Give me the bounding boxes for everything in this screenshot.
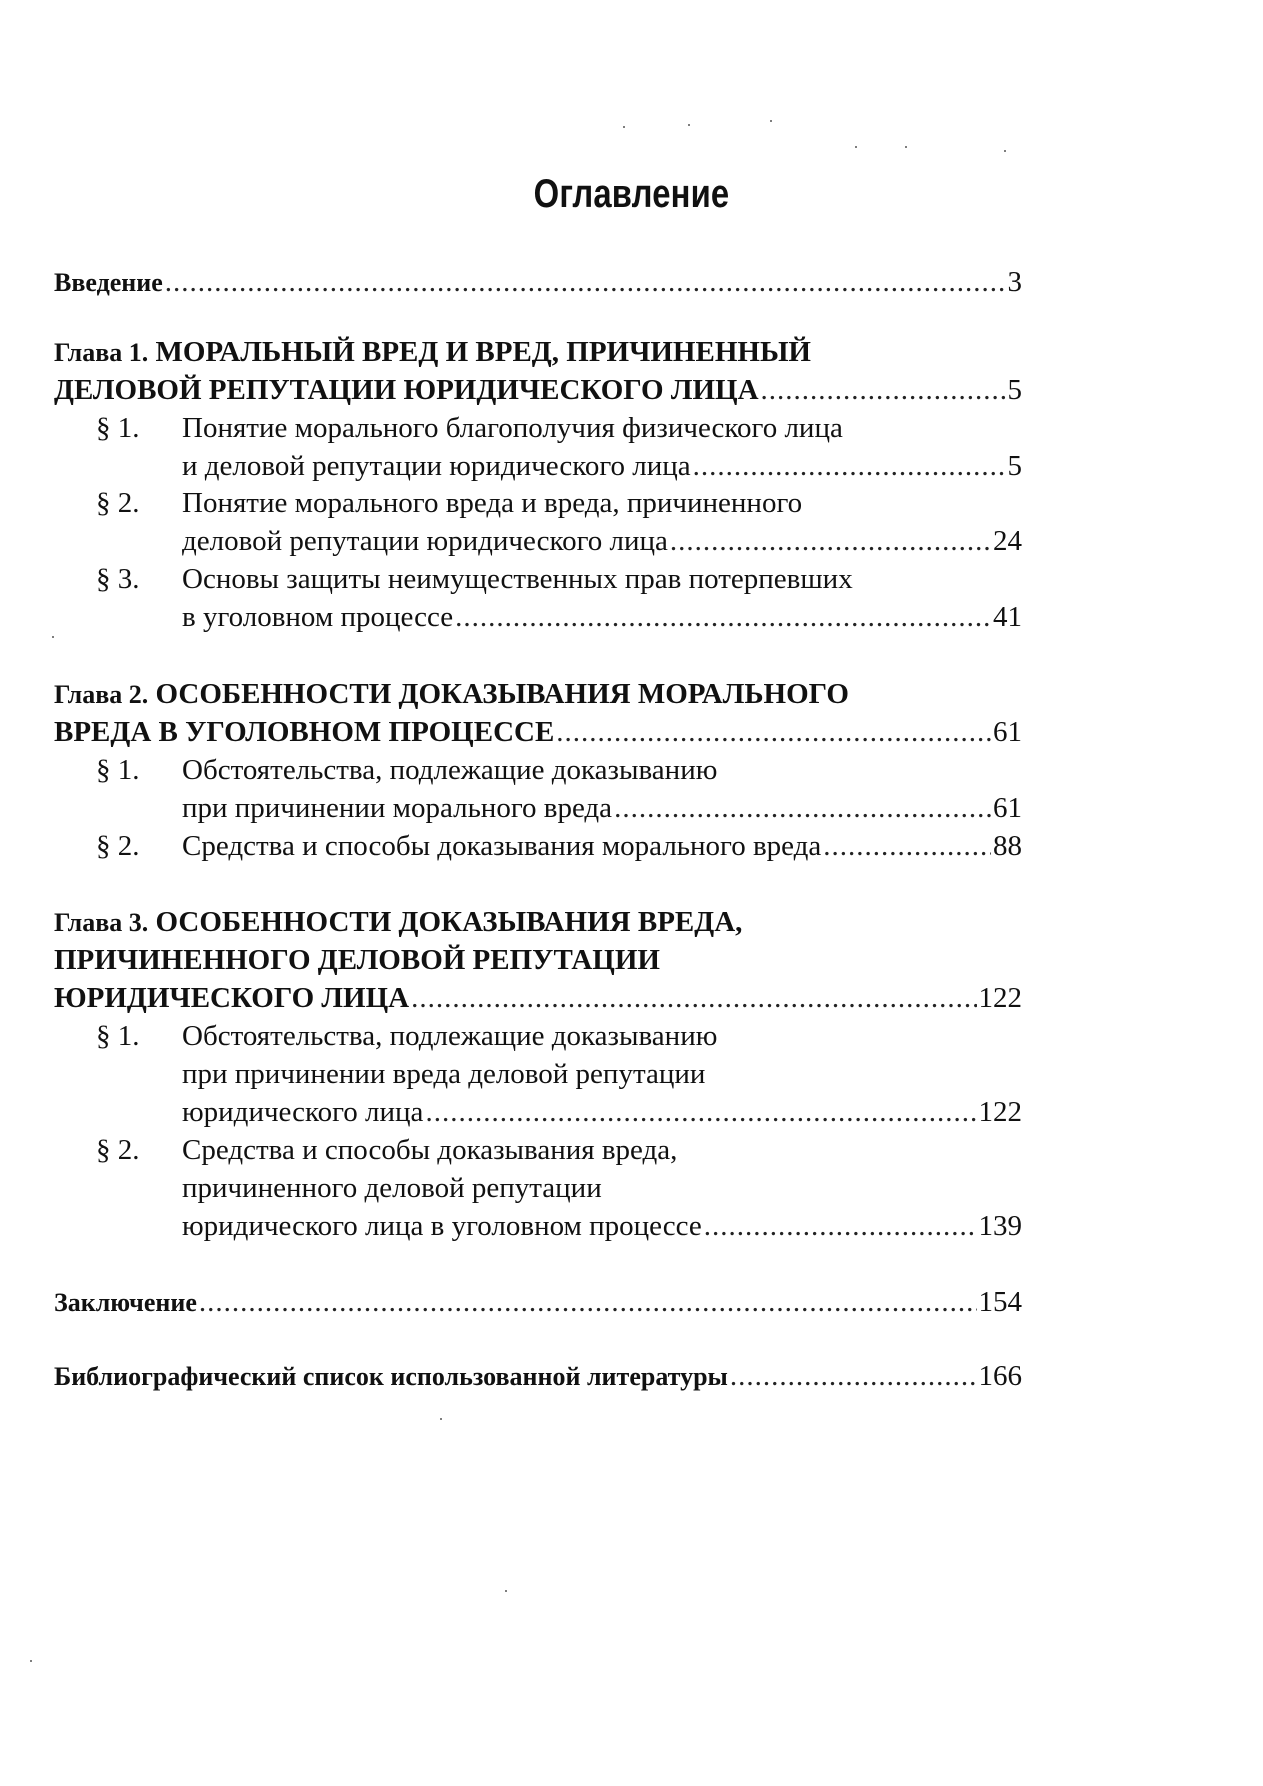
chapter-prefix: Глава 2. bbox=[54, 680, 149, 709]
dot-leader bbox=[199, 1284, 977, 1320]
page-title: Оглавление bbox=[533, 172, 730, 216]
toc-entry-section bbox=[182, 523, 1022, 559]
toc-page-number: 41 bbox=[993, 601, 1022, 633]
chapter-3-heading-line3 bbox=[54, 980, 1022, 1016]
speck bbox=[688, 124, 690, 126]
section-title: в уголовном процессе bbox=[182, 601, 454, 633]
speck bbox=[440, 1418, 442, 1420]
chapter-title: ЮРИДИЧЕСКОГО ЛИЦА bbox=[54, 982, 410, 1014]
speck bbox=[855, 146, 857, 148]
speck bbox=[623, 126, 625, 128]
toc-entry-conclusion bbox=[54, 1284, 1022, 1320]
chapter-title: МОРАЛЬНЫЙ ВРЕД И ВРЕД, ПРИЧИНЕННЫЙ bbox=[155, 336, 811, 368]
dot-leader bbox=[455, 599, 991, 635]
dot-leader bbox=[425, 1094, 976, 1130]
chapter-prefix: Глава 3. bbox=[54, 908, 149, 937]
toc-entry-bibliography bbox=[54, 1358, 1022, 1394]
toc-entry-label: Библиографический список использованной литературы bbox=[54, 1362, 728, 1391]
chapter-title: ОСОБЕННОСТИ ДОКАЗЫВАНИЯ МОРАЛЬНОГО bbox=[155, 678, 849, 710]
section-title: при причинении морального вреда bbox=[182, 792, 613, 824]
chapter-3-heading-line1 bbox=[54, 904, 1022, 940]
section-title: Основы защиты неимущественных прав потерпевших bbox=[182, 563, 853, 595]
chapter-prefix: Глава 1. bbox=[54, 338, 149, 367]
section-number: § 1. bbox=[96, 1020, 140, 1052]
toc-page-number: 5 bbox=[1007, 450, 1022, 482]
section-title: юридического лица bbox=[182, 1096, 424, 1128]
toc-entry-section bbox=[182, 599, 1022, 635]
chapter-3-heading-line2: ПРИЧИНЕННОГО ДЕЛОВОЙ РЕПУТАЦИИ bbox=[54, 944, 660, 976]
chapter-title: ВРЕДА В УГОЛОВНОМ ПРОЦЕССЕ bbox=[54, 716, 555, 748]
chapter-1-heading-line2 bbox=[54, 372, 1022, 408]
section-number: § 1. bbox=[96, 754, 140, 786]
toc-page-number: 122 bbox=[978, 982, 1022, 1014]
toc-entry-label: Введение bbox=[54, 268, 163, 297]
toc-entry-section bbox=[182, 1094, 1022, 1130]
speck bbox=[770, 120, 772, 122]
toc-entry-section bbox=[182, 1208, 1022, 1244]
toc-page-number: 61 bbox=[993, 716, 1022, 748]
section-number: § 2. bbox=[96, 487, 140, 519]
toc-page-number: 122 bbox=[978, 1096, 1022, 1128]
speck bbox=[30, 1660, 32, 1662]
dot-leader bbox=[670, 523, 991, 559]
dot-leader bbox=[730, 1358, 977, 1394]
toc-page-number: 3 bbox=[1007, 266, 1022, 298]
dot-leader bbox=[165, 264, 1006, 300]
section-title: при причинении вреда деловой репутации bbox=[182, 1058, 706, 1090]
toc-page-number: 154 bbox=[978, 1286, 1022, 1318]
section-title: Обстоятельства, подлежащие доказыванию bbox=[182, 754, 718, 786]
toc-entry-section bbox=[182, 448, 1022, 484]
dot-leader bbox=[704, 1208, 977, 1244]
section-title: Понятие морального благополучия физического лица bbox=[182, 412, 843, 444]
toc-page-number: 61 bbox=[993, 792, 1022, 824]
dot-leader bbox=[556, 714, 991, 750]
section-title: юридического лица в уголовном процессе bbox=[182, 1210, 702, 1242]
dot-leader bbox=[614, 790, 991, 826]
section-title: Средства и способы доказывания вреда, bbox=[182, 1134, 678, 1166]
dot-leader bbox=[761, 372, 1006, 408]
dot-leader bbox=[823, 828, 991, 864]
chapter-2-heading-line1 bbox=[54, 676, 1022, 712]
speck bbox=[52, 636, 54, 638]
chapter-1-heading-line1 bbox=[54, 334, 1022, 370]
section-title: и деловой репутации юридического лица bbox=[182, 450, 691, 482]
speck bbox=[505, 1590, 507, 1592]
chapter-title: ДЕЛОВОЙ РЕПУТАЦИИ ЮРИДИЧЕСКОГО ЛИЦА bbox=[54, 374, 759, 406]
section-title: деловой репутации юридического лица bbox=[182, 525, 668, 557]
speck bbox=[1004, 150, 1006, 152]
dot-leader bbox=[411, 980, 976, 1016]
toc-page-number: 166 bbox=[978, 1360, 1022, 1392]
toc-page-number: 139 bbox=[978, 1210, 1022, 1242]
section-title: причиненного деловой репутации bbox=[182, 1172, 602, 1204]
dot-leader bbox=[693, 448, 1006, 484]
toc-entry-section bbox=[182, 790, 1022, 826]
section-number: § 2. bbox=[96, 830, 140, 862]
toc-entry-label: Заключение bbox=[54, 1288, 197, 1317]
chapter-title: ОСОБЕННОСТИ ДОКАЗЫВАНИЯ ВРЕДА, bbox=[155, 906, 743, 938]
section-title: Понятие морального вреда и вреда, причиненного bbox=[182, 487, 803, 519]
section-title: Средства и способы доказывания морального вреда bbox=[182, 830, 822, 862]
section-title: Обстоятельства, подлежащие доказыванию bbox=[182, 1020, 718, 1052]
section-number: § 2. bbox=[96, 1134, 140, 1166]
section-number: § 3. bbox=[96, 563, 140, 595]
speck bbox=[905, 146, 907, 148]
section-number: § 1. bbox=[96, 412, 140, 444]
toc-page-number: 5 bbox=[1007, 374, 1022, 406]
toc-entry-section bbox=[182, 828, 1022, 864]
chapter-2-heading-line2 bbox=[54, 714, 1022, 750]
toc-entry-intro bbox=[54, 264, 1022, 300]
toc-page-number: 24 bbox=[993, 525, 1022, 557]
toc-page-number: 88 bbox=[993, 830, 1022, 862]
